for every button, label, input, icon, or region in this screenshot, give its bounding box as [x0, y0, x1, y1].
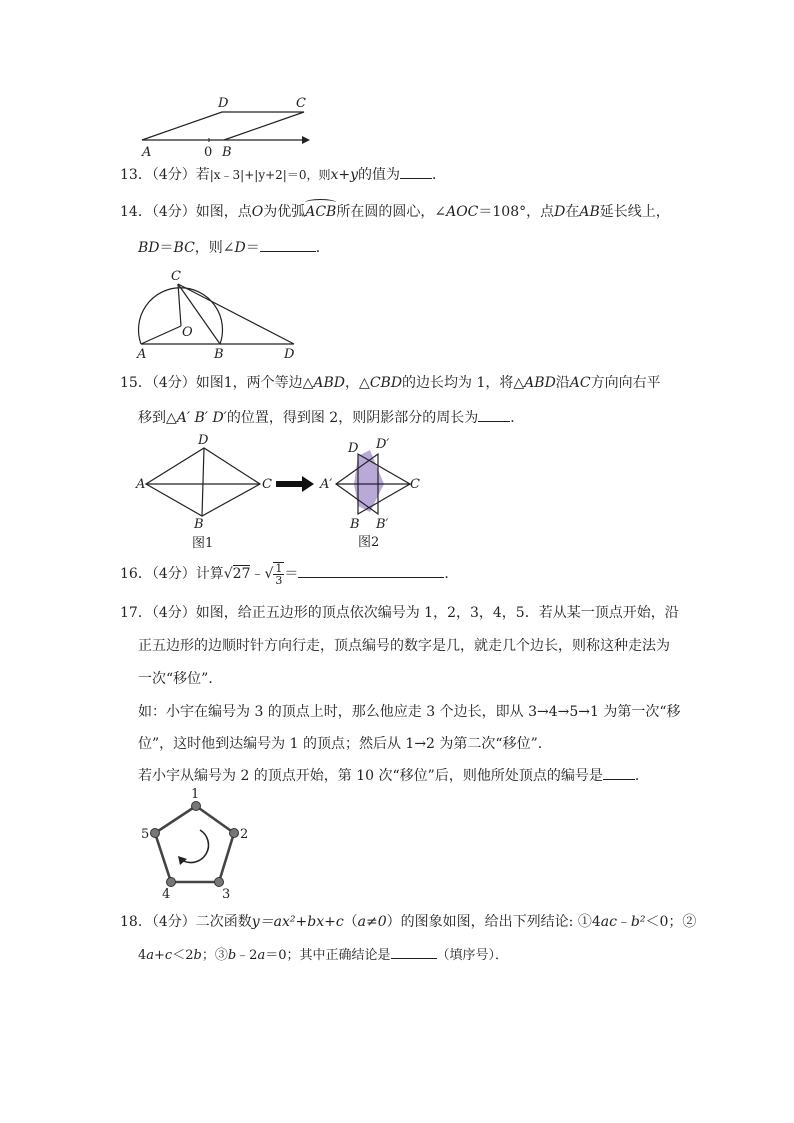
vertex-label-4: 4	[162, 887, 171, 902]
q18-minus-2: ﹣2	[236, 948, 258, 963]
caption-fig2: 图2	[358, 535, 380, 550]
label-B: B	[194, 517, 204, 532]
q18-text-e: ＜0；②	[645, 914, 697, 930]
q15-text-c: 的边长均为 1，将△	[402, 375, 525, 391]
q16-number: 16．（4分）计算	[120, 566, 224, 582]
q16-period: ．	[444, 566, 459, 582]
q15-text-b: ，△	[345, 375, 370, 391]
radicand-27: 27	[232, 566, 251, 582]
q18-answer-blank[interactable]	[391, 945, 437, 959]
q15-ABD: ABD	[313, 375, 346, 391]
sqrt-one-third: √ $\frac{1}{3}$	[264, 562, 283, 587]
q15-CBD: CBD	[369, 375, 403, 391]
label-C: C	[262, 477, 272, 492]
vertex-5	[151, 829, 160, 838]
label-A: A	[137, 347, 147, 362]
q14-angle-D: D	[234, 240, 246, 256]
label-O: O	[182, 325, 193, 340]
vertex-label-3: 3	[222, 887, 231, 902]
label-B: B	[214, 347, 224, 362]
parallelogram	[142, 112, 304, 140]
q18-ac: ac	[600, 914, 617, 930]
q18-b: b	[193, 948, 202, 963]
q18-item3: ；③	[201, 948, 228, 963]
arrow-tip-icon	[178, 856, 187, 865]
sqrt-27: √27	[223, 566, 251, 582]
q14-text-a: 14．（4分）如图，点	[120, 204, 252, 220]
question-17-line3: 一次“移位”．	[138, 671, 223, 687]
q14-D: D	[554, 204, 566, 220]
label-D: D	[348, 441, 359, 456]
q14-arc	[305, 203, 336, 221]
label-B: B	[222, 145, 232, 160]
question-16	[120, 562, 458, 586]
q14-text-e: 在	[565, 204, 580, 220]
question-17-line2: 正五边形的边顺时针方向行走，顶点编号的数字是几，就走几个边长，则称这种走法为	[138, 638, 670, 654]
q18-b-squared: b²	[630, 914, 646, 930]
q15-primes: A′ B′ D′	[176, 410, 227, 426]
question-13	[120, 165, 446, 184]
vertex-label-1: 1	[191, 787, 200, 802]
question-14-line1	[120, 203, 670, 221]
label-A: A	[136, 477, 146, 492]
vertex-2	[230, 829, 239, 838]
q15-AC: AC	[569, 375, 591, 391]
pentagon	[155, 806, 234, 882]
question-14-line2	[138, 238, 330, 257]
q17-question: 若小宇从编号为 2 的顶点开始，第 10 次“移位”后，则他所处顶点的编号是	[138, 768, 603, 784]
q15-ABD-2: ABD	[524, 375, 556, 391]
q14-AB: AB	[579, 204, 600, 220]
q14-answer-blank[interactable]	[260, 238, 316, 252]
clockwise-arrow-icon	[182, 830, 208, 862]
caption-fig1: 图1	[192, 536, 214, 551]
q18-four: 4	[138, 948, 147, 963]
rhombus-figure-2	[318, 434, 428, 552]
q14-BC: BC	[173, 240, 195, 256]
q18-a: a	[257, 948, 266, 963]
number-line-figure	[136, 92, 316, 162]
q13-expression: |x﹣3|+|y+2|＝0，则	[209, 168, 331, 182]
vertex-4	[167, 878, 176, 887]
fraction-denominator: 3	[275, 574, 283, 587]
q14-text-c: 所在圆的圆心，∠	[336, 204, 447, 220]
q13-answer-blank[interactable]	[400, 165, 432, 179]
q14-AOC: AOC	[446, 204, 479, 220]
q13-number: 13．（4分）若	[120, 167, 210, 183]
q13-end: 的值为	[358, 167, 401, 183]
label-A: A	[142, 145, 152, 160]
q18-b-2: b	[227, 948, 237, 963]
q14-eq1: ＝	[159, 240, 174, 256]
label-D: D	[284, 347, 295, 362]
q17-answer-blank[interactable]	[603, 766, 635, 780]
question-15-line1	[120, 374, 661, 392]
segment-OA	[141, 326, 181, 344]
q14-then: ，则∠	[194, 240, 235, 256]
circle-figure	[134, 266, 304, 362]
q15-answer-blank[interactable]	[478, 408, 510, 422]
segment-CD	[178, 284, 294, 344]
rhombus-figure-1	[134, 434, 274, 552]
q13-x-plus-y: x+y	[330, 167, 359, 183]
label-D-prime: D′	[376, 437, 390, 452]
q16-answer-blank[interactable]	[298, 564, 444, 578]
q17-period: ．	[634, 768, 649, 784]
q14-O: O	[251, 204, 264, 220]
label-B-prime: B′	[376, 517, 389, 532]
vertex-1	[192, 802, 201, 811]
label-B: B	[350, 517, 360, 532]
q15-text-e: 方向向右平	[590, 375, 661, 391]
vertex-3	[215, 878, 224, 887]
q18-text-i: ＝0；其中正确结论是	[265, 948, 391, 963]
q14-period: ．	[315, 240, 330, 256]
question-17-line1: 17．（4分）如图，给正五边形的顶点依次编号为 1，2，3，4，5．若从某一顶点开始，沿	[120, 605, 679, 621]
q16-minus: ﹣	[250, 566, 265, 582]
q18-condition: a≠0	[357, 914, 387, 930]
q18-text-c: ）的图象如图，给出下列结论: ①4	[386, 914, 601, 930]
label-D: D	[218, 96, 229, 111]
question-15-line2	[138, 408, 524, 427]
q15-text-g: 的位置，得到图 2，则阴影部分的周长为	[226, 410, 479, 426]
vertex-label-5: 5	[141, 827, 150, 842]
label-C: C	[171, 269, 181, 284]
q14-BD: BD	[138, 240, 160, 256]
q15-period: ．	[510, 410, 525, 426]
q14-arc-label: ACB	[305, 204, 337, 220]
q18-text-j: （填序号）．	[436, 948, 509, 963]
q15-text-d: 沿	[555, 375, 570, 391]
question-18-line1	[120, 913, 696, 931]
segment-OC	[178, 284, 181, 326]
diagonal-DB	[202, 448, 204, 516]
q13-period: ．	[432, 167, 447, 183]
q18-text-a: 18．（4分）二次函数	[120, 914, 252, 930]
q15-text-f: 移到△	[138, 410, 177, 426]
q18-a-plus-c: a+c	[146, 948, 173, 963]
fraction-one-third	[273, 562, 284, 586]
pentagon-figure	[136, 786, 256, 902]
q18-function: y＝ax²+bx+c	[251, 914, 344, 930]
question-17-line4: 如：小宇在编号为 3 的顶点上时，那么他应走 3 个边长，即从 3→4→5→1 为第一次“移	[138, 704, 681, 720]
q14-text-d: ＝108°，点	[478, 204, 555, 220]
question-17-line6	[138, 766, 649, 785]
label-zero: 0	[204, 145, 213, 160]
question-18-line2	[138, 945, 508, 965]
label-D: D	[198, 433, 209, 448]
vertex-label-2: 2	[240, 827, 249, 842]
fraction-numerator: 1	[275, 562, 283, 575]
arrow-head-icon	[302, 136, 310, 144]
q14-eq2: ＝	[245, 240, 260, 256]
arrow-right-icon	[276, 476, 316, 492]
q15-text-a: 15．（4分）如图1，两个等边△	[120, 375, 314, 391]
q18-minus: ﹣	[616, 914, 631, 930]
label-A-prime: A′	[320, 477, 333, 492]
question-17-line5: 位”，这时他到达编号为 1 的顶点；然后从 1→2 为第二次“移位”．	[138, 736, 552, 752]
q18-paren-open: （	[343, 914, 358, 930]
q14-text-f: 延长线上，	[599, 204, 670, 220]
q16-equals: ＝	[284, 566, 299, 582]
q18-lt-2: ＜2	[172, 948, 194, 963]
label-C: C	[296, 96, 306, 111]
label-C: C	[410, 477, 420, 492]
q14-text-b: 为优弧	[263, 204, 306, 220]
